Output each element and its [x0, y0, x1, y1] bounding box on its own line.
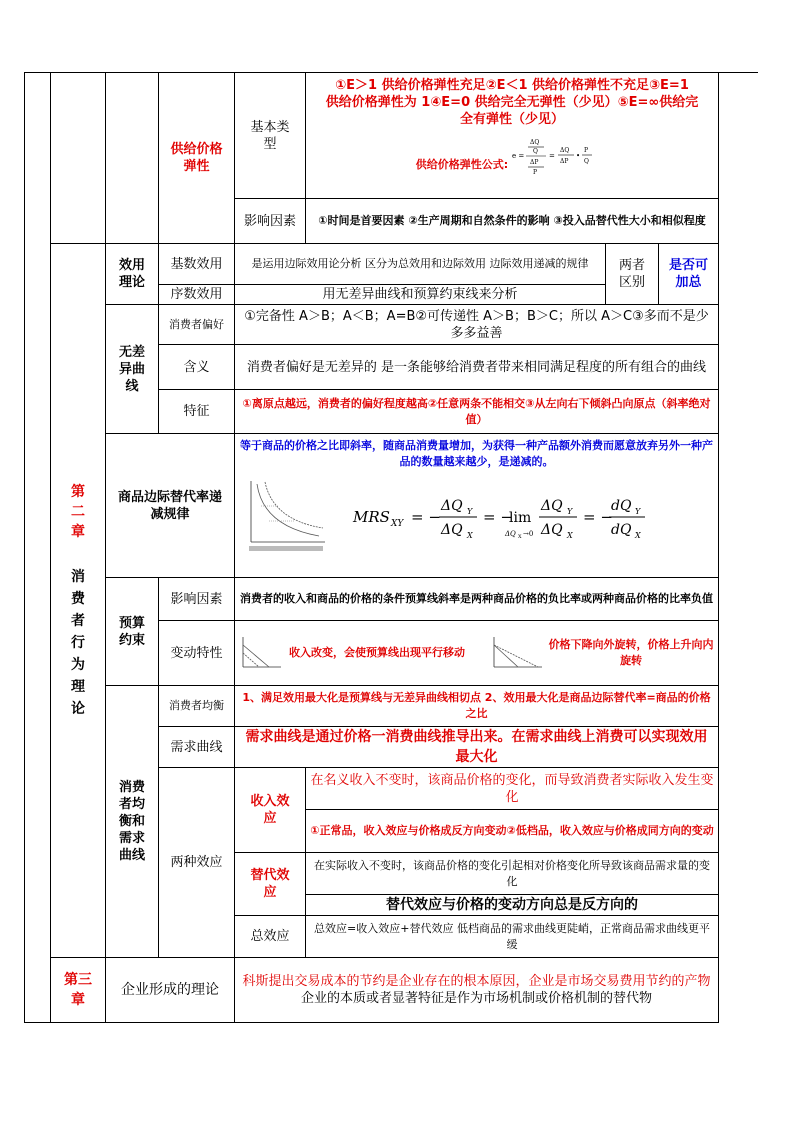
cardinal-label	[158, 243, 235, 285]
margin-column	[24, 72, 51, 1023]
budget-shift-graph	[239, 635, 283, 671]
meaning-content-text: 消费者偏好是无差异的 是一条能够给消费者带来相同满足程度的所有组合的曲线	[246, 359, 707, 375]
feature-label	[158, 389, 235, 434]
meaning-text: 含义	[183, 359, 210, 375]
mrs-content	[234, 433, 719, 578]
svg-text:ΔQ: ΔQ	[441, 498, 463, 514]
mrs-content-text: 等于商品的价格之比即斜率，随商品消费量增加，为获得一种产品额外消费而愿意放弃另外一种产品的数量越来越少，是递减的。	[240, 439, 713, 468]
svg-text:ΔQ: ΔQ	[541, 522, 563, 538]
total-effect-text: 总效应	[250, 929, 290, 944]
svg-text:Q: Q	[584, 158, 590, 165]
influence-label	[234, 198, 306, 244]
feature-text: 特征	[183, 404, 210, 419]
total-effect-label	[234, 915, 306, 958]
svg-text:= −: = −	[583, 508, 613, 526]
svg-text:P: P	[533, 169, 538, 176]
two-effects-text: 两种效应	[170, 855, 223, 870]
subst-b-text: 替代效应与价格的变动方向总是反方向的	[386, 897, 638, 913]
svg-text:ΔQ: ΔQ	[530, 139, 540, 146]
basic-type-label	[234, 72, 306, 199]
ordinal-text: 序数效用	[170, 287, 223, 302]
eq-label	[158, 685, 235, 727]
influence-content-text: ①时间是首要因素 ②生产周期和自然条件的影响 ③投入品替代性大小和相似程度	[318, 214, 706, 227]
utility-theory-label	[105, 243, 159, 305]
svg-text:lim: lim	[509, 510, 532, 526]
diff-label	[605, 243, 659, 305]
budget-factor-content	[234, 577, 719, 621]
budget-label	[105, 577, 159, 686]
basic-types-line-3: 全有弹性（少见）	[459, 112, 564, 127]
meaning-content	[234, 344, 719, 390]
basic-types-line-1: ①E＞1 供给价格弹性充足②E＜1 供给价格弹性不充足③E=1	[335, 78, 689, 93]
svg-text:X: X	[518, 534, 522, 540]
svg-text:e =: e =	[512, 152, 525, 160]
demand-content	[234, 726, 719, 768]
utility-theory-text: 效用理论	[118, 258, 145, 290]
svg-text:→0: →0	[523, 530, 534, 538]
svg-text:X: X	[567, 531, 573, 540]
feature-content	[234, 389, 719, 434]
pref-content-text: ①完备性 A＞B；A＜B；A=B②可传递性 A＞B；B＞C；所以 A＞C③多而不是少 多多益善	[244, 308, 709, 341]
chapter-prev-cell	[50, 72, 106, 244]
svg-text:Q: Q	[533, 148, 539, 155]
svg-text:ΔQ: ΔQ	[441, 522, 463, 538]
eq-content	[234, 685, 719, 727]
firm-theory-b: 企业的本质或者显著特征是作为市场机制或价格机制的替代物	[300, 991, 652, 1006]
subst-b-content	[305, 894, 719, 916]
supply-elasticity-label	[158, 72, 235, 244]
budget-text: 预算约束	[118, 615, 145, 648]
income-effect-text: 收入效应	[250, 794, 290, 826]
ordinal-content	[234, 284, 606, 305]
subst-effect-label	[234, 852, 306, 916]
chapter-2-title: 消费者行为理论	[71, 568, 85, 717]
mrs-label	[105, 433, 235, 578]
pref-content	[234, 304, 719, 345]
subst-effect-text: 替代效应	[250, 868, 290, 900]
diff-content-text: 是否可加总	[668, 258, 708, 290]
ordinal-label	[158, 284, 235, 305]
svg-text:ΔQ: ΔQ	[541, 498, 563, 514]
svg-text:XY: XY	[391, 519, 404, 529]
income-effect-label	[234, 767, 306, 853]
elasticity-formula	[508, 134, 608, 178]
chapter-2-label: 第二章	[71, 483, 85, 540]
svg-text:Y: Y	[567, 507, 573, 516]
equilibrium-text: 消费者均衡和需求曲线	[118, 780, 145, 863]
cardinal-content	[234, 243, 606, 285]
influence-text: 影响因素	[243, 213, 296, 229]
demand-curve-label	[158, 726, 235, 768]
svg-text:X: X	[635, 531, 641, 540]
svg-text:ΔQ: ΔQ	[505, 530, 516, 538]
pref-text: 消费者偏好	[169, 317, 224, 331]
ordinal-content-text: 用无差异曲线和预算约束线来分析	[322, 287, 518, 302]
svg-text:Y: Y	[635, 507, 641, 516]
income-a-text: 在名义收入不变时，该商品价格的变化，而导致消费者实际收入发生变化	[310, 772, 714, 805]
budget-change-content	[234, 620, 719, 686]
cardinal-text: 基数效用	[170, 256, 223, 272]
indiff-curve-label	[105, 304, 159, 434]
svg-text:ΔP: ΔP	[560, 158, 569, 165]
svg-text:=: =	[549, 152, 556, 160]
diff-content	[658, 243, 719, 305]
chapter-3-label: 第三章	[64, 972, 92, 1008]
budget-factor-text: 影响因素	[170, 591, 223, 607]
svg-text:= −: = −	[483, 508, 513, 526]
income-a-content	[305, 767, 719, 810]
cardinal-content-text: 是运用边际效用论分析 区分为总效用和边际效用 边际效用递减的规律	[251, 257, 589, 270]
budget-factor-label	[158, 577, 235, 621]
income-b-content	[305, 809, 719, 853]
basic-type-content	[305, 72, 719, 199]
budget-change-label	[158, 620, 235, 686]
feature-content-text: ①离原点越远，消费者的偏好程度越高②任意两条不能相交③从左向右下倾斜凸向原点（斜率绝对值）	[242, 396, 711, 426]
demand-content-text: 需求曲线是通过价格一消费曲线推导出来。在需求曲线上消费可以实现效用最大化	[245, 729, 708, 765]
total-content-text: 总效应=收入效应+替代效应 低档商品的需求曲线更陡峭，正常商品需求曲线更平缓	[314, 921, 710, 951]
svg-text:dQ: dQ	[611, 522, 632, 538]
chapter-3-cell	[50, 957, 106, 1023]
svg-text:X: X	[467, 531, 473, 540]
equilibrium-label	[105, 685, 159, 958]
demand-curve-text: 需求曲线	[170, 739, 223, 755]
svg-text:ΔP: ΔP	[530, 159, 539, 166]
two-effects-label	[158, 767, 235, 958]
budget-change-text: 变动特性	[170, 645, 223, 661]
meaning-label	[158, 344, 235, 390]
svg-text:MRS: MRS	[353, 508, 390, 526]
topic-prev-cell	[105, 72, 159, 244]
svg-text:= −: = −	[411, 508, 441, 526]
firm-theory-a: 科斯提出交易成本的节约是企业存在的根本原因，企业是市场交易费用节约的产物	[242, 974, 711, 989]
firm-theory-label	[105, 957, 235, 1023]
budget-change-a: 收入改变，会使预算线出现平行移动	[289, 646, 465, 659]
mrs-formula	[349, 486, 679, 546]
subst-a-text: 在实际收入不变时，该商品价格的变化引起相对价格变化所导致该商品需求量的变化	[314, 858, 710, 888]
budget-change-b: 价格下降向外旋转，价格上升向内旋转	[548, 638, 714, 667]
indiff-curve-text: 无差异曲线	[118, 344, 145, 394]
eq-content-text: 1、满足效用最大化是预算线与无差异曲线相切点 2、效用最大化是商品边际替代率=商品的价格之比	[242, 691, 711, 720]
total-content	[305, 915, 719, 958]
svg-text:P: P	[584, 147, 589, 154]
subst-a-content	[305, 852, 719, 895]
svg-text:ΔQ: ΔQ	[560, 147, 570, 154]
mrs-graph	[239, 476, 329, 556]
mrs-text: 商品边际替代率递减规律	[117, 489, 222, 522]
pref-label	[158, 304, 235, 345]
supply-elasticity-text: 供给价格弹性	[170, 142, 223, 174]
diff-text: 两者区别	[618, 258, 645, 290]
svg-text:•: •	[576, 152, 581, 160]
eq-label-text: 消费者均衡	[169, 699, 224, 712]
budget-factor-content-text: 消费者的收入和商品的价格的条件预算线斜率是两种商品价格的负比率或两种商品价格的比率负值	[240, 592, 713, 605]
firm-theory-content	[234, 957, 719, 1023]
influence-content	[305, 198, 719, 244]
firm-theory-text: 企业形成的理论	[121, 982, 219, 998]
svg-text:Y: Y	[467, 507, 473, 516]
formula-label: 供给价格弹性公式:	[415, 158, 509, 171]
income-b-text: ①正常品，收入效应与价格成反方向变动②低档品，收入效应与价格成同方向的变动	[310, 824, 714, 837]
budget-rotate-graph	[490, 635, 544, 671]
basic-type-text: 基本类型	[250, 119, 290, 152]
chapter-2-cell	[50, 243, 106, 958]
svg-text:dQ: dQ	[611, 498, 632, 514]
basic-types-line-2: 供给价格弹性为 1④E=0 供给完全无弹性（少见）⑤E=∞供给完	[325, 95, 699, 110]
